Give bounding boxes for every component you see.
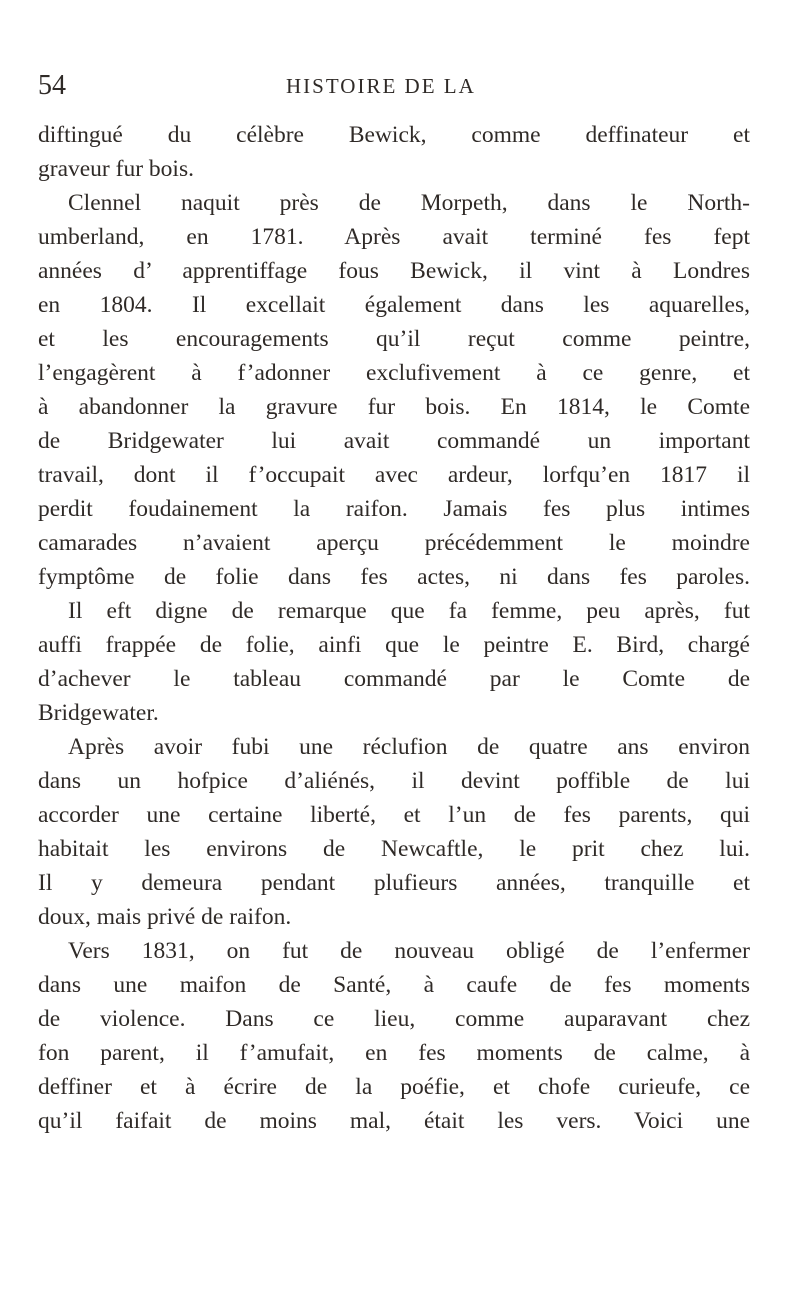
- text-line: graveur fur bois.: [38, 156, 194, 182]
- text-line: à abandonner la gravure fur bois. En 1814, le Comte: [38, 394, 750, 420]
- text-line: de Bridgewater lui avait commandé un important: [38, 428, 750, 454]
- text-line: perdit foudainement la raifon. Jamais fes plus intimes: [38, 496, 750, 522]
- text-line: Il eft digne de remarque que fa femme, peu après, fut: [68, 598, 750, 624]
- text-line: fon parent, il f’amufait, en fes moments de calme, à: [38, 1040, 750, 1066]
- text-line: accorder une certaine liberté, et l’un de fes parents, qui: [38, 802, 750, 828]
- text-line: habitait les environs de Newcaftle, le prit chez lui.: [38, 836, 750, 862]
- text-line: fymptôme de folie dans fes actes, ni dans fes paroles.: [38, 564, 750, 590]
- text-line: deffiner et à écrire de la poéfie, et chofe curieufe, ce: [38, 1074, 750, 1100]
- page-number: 54: [38, 70, 66, 101]
- text-line: doux, mais privé de raifon.: [38, 904, 292, 930]
- text-line: l’engagèrent à f’adonner exclufivement à ce genre, et: [38, 360, 750, 386]
- text-line: diftingué du célèbre Bewick, comme deffinateur et: [38, 122, 750, 148]
- text-line: de violence. Dans ce lieu, comme auparavant chez: [38, 1006, 750, 1032]
- text-line: Bridgewater.: [38, 700, 159, 726]
- text-line: camarades n’avaient aperçu précédemment le moindre: [38, 530, 750, 556]
- text-line: Clennel naquit près de Morpeth, dans le North-: [68, 190, 750, 216]
- text-line: Il y demeura pendant plufieurs années, tranquille et: [38, 870, 750, 896]
- text-line: qu’il faifait de moins mal, était les vers. Voici une: [38, 1108, 750, 1134]
- text-line: Après avoir fubi une réclufion de quatre ans environ: [68, 734, 750, 760]
- text-line: en 1804. Il excellait également dans les aquarelles,: [38, 292, 750, 318]
- text-line: umberland, en 1781. Après avait terminé fes fept: [38, 224, 750, 250]
- text-line: dans une maifon de Santé, à caufe de fes moments: [38, 972, 750, 998]
- text-line: d’achever le tableau commandé par le Comte de: [38, 666, 750, 692]
- text-line: et les encouragements qu’il reçut comme peintre,: [38, 326, 750, 352]
- text-line: années d’ apprentiffage fous Bewick, il vint à Londres: [38, 258, 750, 284]
- text-line: dans un hofpice d’aliénés, il devint poffible de lui: [38, 768, 750, 794]
- text-line: travail, dont il f’occupait avec ardeur, lorfqu’en 1817 il: [38, 462, 750, 488]
- text-line: auffi frappée de folie, ainfi que le peintre E. Bird, chargé: [38, 632, 750, 658]
- text-line: Vers 1831, on fut de nouveau obligé de l’enfermer: [68, 938, 750, 964]
- running-title: HISTOIRE DE LA: [286, 74, 476, 98]
- running-head: [0, 70, 801, 106]
